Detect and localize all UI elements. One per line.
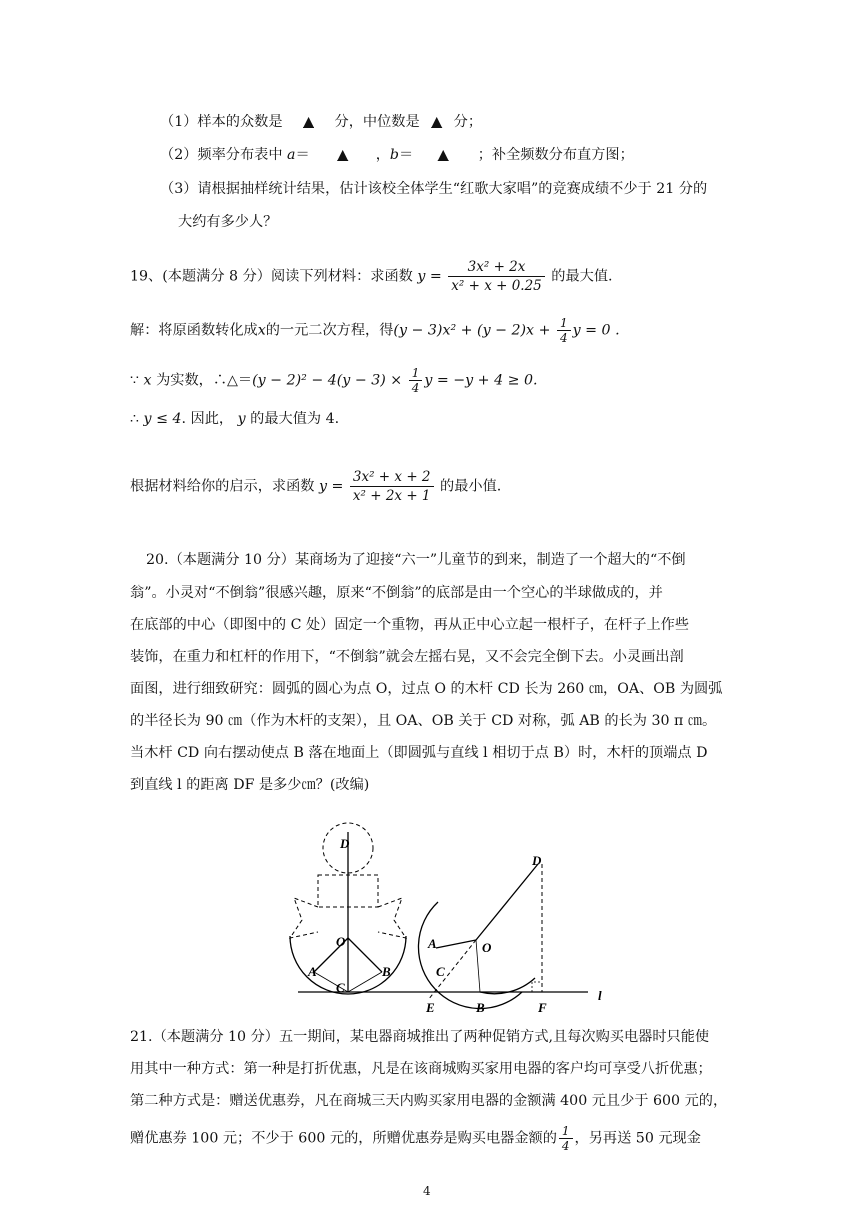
q19-solution: 解：将原函数转化成x的一元二次方程，得(y − 3)x² + (y − 2)x + $\frac{1}{4}$ y = 0 .	[130, 316, 620, 345]
q18-item3-line2: 大约有多少人？	[178, 214, 278, 230]
label-l: l	[598, 988, 602, 1003]
q18-item3-line1: （3）请根据抽样统计结果，估计该校全体学生“红歌大家唱”的竞赛成绩不少于 21 分的	[160, 181, 708, 197]
label-D-left: D	[340, 836, 350, 851]
q21-line: 第二种方式是：赠送优惠券，凡在商城三天内购买家用电器的金额满 400 元且少于 600 元的，	[130, 1093, 728, 1109]
q19-function-fraction: $\frac{\text{3x² + 2x}}{\text{x² + x + 0.25}}$	[448, 258, 545, 295]
label-O-left: O	[336, 934, 346, 949]
label-C-left: C	[336, 980, 345, 995]
q19-task: 根据材料给你的启示，求函数 y = $\frac{\text{3x² + x + 2}}{\text{x² + 2x + 1}}$ 的最小值.	[130, 469, 502, 504]
q20-line: 的半径长为 90 ㎝（作为木杆的支架），且 OA、OB 关于 CD 对称，弧 AB 的长为 30 π ㎝。	[130, 713, 717, 729]
q20-line: 20.（本题满分 10 分）某商场为了迎接“六一”儿童节的到来，制造了一个超大的“不倒	[146, 552, 686, 568]
q19-intro: 19、(本题满分 8 分）阅读下列材料：求函数 y = $\frac{\text{3x² + 2x}}{\text{x² + x + 0.25}}$ 的最大值.	[130, 259, 613, 294]
q20-line: 装饰，在重力和杠杆的作用下，“不倒翁”就会左摇右晃，又不会完全倒下去。小灵画出剖	[130, 649, 684, 665]
q20-line: 当木杆 CD 向右摆动使点 B 落在地面上（即圆弧与直线 l 相切于点 B）时，木杆的顶端点 D	[130, 745, 708, 761]
label-D-right: D	[532, 853, 542, 868]
q19-step2: ∴ y ≤ 4. 因此， y 的最大值为 4.	[130, 411, 340, 427]
label-C-right: C	[436, 964, 445, 979]
tumbler-figure	[280, 818, 620, 1018]
answer-blank: ▲	[437, 147, 449, 163]
q21-line: 21.（本题满分 10 分）五一期间，某电器商城推出了两种促销方式,且每次购买电器时只能使	[130, 1029, 710, 1045]
answer-blank: ▲	[303, 114, 314, 130]
q18-item1: （1）样本的众数是 ▲ 分，中位数是 ▲ 分；	[160, 114, 483, 130]
label-F: F	[538, 1000, 547, 1015]
q18-item2: （2）频率分布表中 a＝ ▲ ，b＝ ▲ ；补全频数分布直方图；	[160, 147, 634, 163]
label-A-right: A	[428, 936, 437, 951]
q19-task-fraction: $\frac{\text{3x² + x + 2}}{\text{x² + 2x + 1}}$	[350, 468, 434, 505]
q19-step1: ∵ x 为实数，∴△＝(y − 2)² − 4(y − 3) × $\frac{1}{4}$ y = −y + 4 ≥ 0.	[130, 366, 538, 395]
q21-line4: 赠优惠券 100 元；不少于 600 元的，所赠优惠券是购买电器金额的 $\frac{1}{4}$ ，另再送 50 元现金	[130, 1124, 701, 1153]
label-B-left: B	[382, 964, 391, 979]
answer-blank: ▲	[431, 114, 443, 130]
label-A-left: A	[308, 964, 317, 979]
label-B-right: B	[476, 1000, 485, 1015]
answer-blank: ▲	[337, 147, 349, 163]
q20-line: 翁”。小灵对“不倒翁”很感兴趣，原来“不倒翁”的底部是由一个空心的半球做成的，并	[130, 585, 663, 601]
q20-line: 到直线 l 的距离 DF 是多少㎝？(改编)	[130, 777, 370, 793]
q20-line: 在底部的中心（即图中的 C 处）固定一个重物，再从正中心立起一根杆子，在杆子上作些	[130, 617, 690, 633]
label-E: E	[426, 1000, 435, 1015]
label-O-right: O	[482, 940, 492, 955]
page-number: 4	[423, 1184, 431, 1198]
q20-line: 面图，进行细致研究：圆弧的圆心为点 O，过点 O 的木杆 CD 长为 260 ㎝，OA、OB 为圆弧	[130, 681, 723, 697]
q21-line: 用其中一种方式：第一种是打折优惠，凡是在该商城购买家用电器的客户均可享受八折优惠；	[130, 1061, 712, 1077]
